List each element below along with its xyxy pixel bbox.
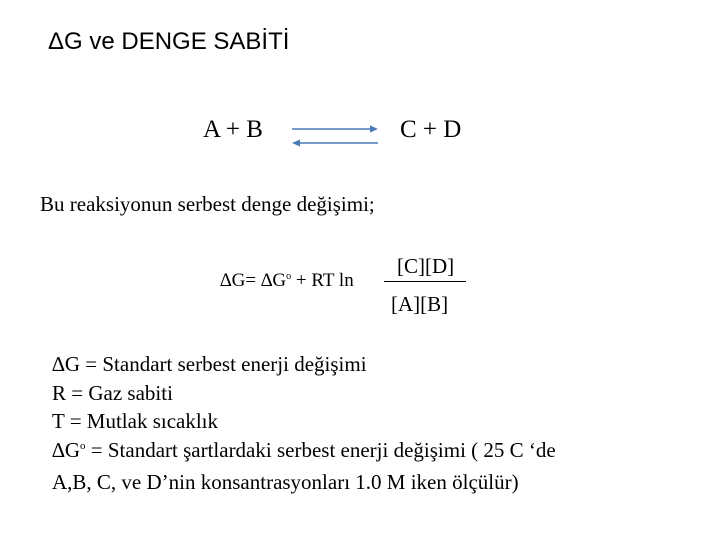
definition-r: R = Gaz sabiti [52, 380, 173, 405]
definition-delta-g: ∆G = Standart serbest enerji değişimi [52, 352, 367, 376]
fraction-denominator: [A][B] [391, 292, 449, 316]
definition-delta-g0-continued: A,B, C, ve D’nin konsantrasyonları 1.0 M iken ölçülür) [52, 470, 519, 494]
standard-state-degree: o [286, 271, 292, 282]
intro-text: Bu reaksiyonun serbest denge değişimi; [40, 192, 375, 216]
definition-delta-g0 [52, 436, 556, 469]
definition-delta-g0-text: = Standart şartlardaki serbest enerji değişimi ( 25 C ‘de [85, 437, 556, 462]
reactants-label: A + B [203, 116, 263, 143]
products-label: C + D [400, 116, 462, 143]
definitions-list [52, 350, 556, 497]
fraction-bar [384, 281, 466, 282]
delta-g0-symbol: ∆G [260, 270, 287, 291]
definition-delta-g0-symbol: ∆G [52, 437, 81, 462]
definition-t: T = Mutlak sıcaklık [52, 409, 219, 433]
fraction-numerator: [C][D] [397, 254, 455, 278]
delta-g-symbol: ∆G= [220, 270, 257, 291]
page-title: ΔG ve DENGE SABİTİ [48, 28, 290, 55]
rt-ln-term: + RT ln [295, 270, 354, 291]
equation-lhs [220, 270, 354, 292]
definition-degree: o [80, 439, 86, 452]
equilibrium-arrows-icon [290, 120, 380, 150]
